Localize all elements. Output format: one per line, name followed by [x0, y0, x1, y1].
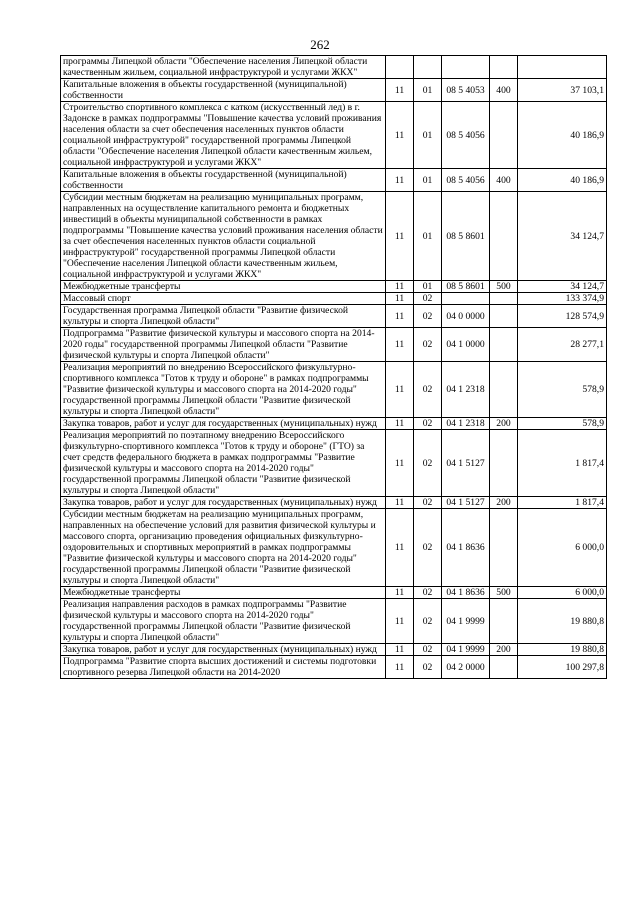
row-target: 08 5 8601 [442, 192, 490, 281]
row-name: Закупка товаров, работ и услуг для государственных (муниципальных) нужд [61, 497, 386, 509]
row-target: 08 5 8601 [442, 281, 490, 293]
row-target: 08 5 4053 [442, 79, 490, 102]
row-amount: 100 297,8 [518, 656, 607, 679]
table-row [61, 102, 607, 169]
table-row [61, 587, 607, 599]
row-subsection: 01 [414, 281, 442, 293]
row-name: Подпрограмма "Развитие физической культуры и массового спорта на 2014-2020 годы" государственной программы Липецкой области "Развитие физической культуры и спорта Липецкой области" [61, 328, 386, 362]
row-section: 11 [386, 305, 414, 328]
row-section: 11 [386, 293, 414, 305]
row-name: Реализация мероприятий по внедрению Всероссийского физкультурно-спортивного комплекса "Готов к труду и обороне" в рамках подпрограммы "Развитие физической культуры и массового спорта на 2014-2020 годы" государственной программы Липецкой области "Развитие физической культуры и спорта Липецкой области" [61, 362, 386, 418]
row-expense [490, 293, 518, 305]
row-amount: 34 124,7 [518, 281, 607, 293]
page-number: 262 [310, 37, 330, 52]
row-amount: 578,9 [518, 418, 607, 430]
table-row [61, 509, 607, 587]
row-expense: 200 [490, 418, 518, 430]
table-row [61, 656, 607, 679]
row-name: программы Липецкой области "Обеспечение населения Липецкой области качественным жильем, социальной инфраструктурой и услугами ЖКХ" [61, 56, 386, 79]
row-subsection: 02 [414, 418, 442, 430]
row-expense [490, 656, 518, 679]
row-target: 08 5 4056 [442, 169, 490, 192]
row-section: 11 [386, 328, 414, 362]
row-subsection: 02 [414, 362, 442, 418]
row-expense: 500 [490, 281, 518, 293]
row-subsection: 02 [414, 644, 442, 656]
row-name: Капитальные вложения в объекты государственной (муниципальной) собственности [61, 169, 386, 192]
row-name: Реализация направления расходов в рамках подпрограммы "Развитие физической культуры и массового спорта на 2014-2020 годы" государственной программы Липецкой области "Развитие физической культуры и спорта Липецкой области" [61, 599, 386, 644]
row-target [442, 56, 490, 79]
row-subsection: 02 [414, 599, 442, 644]
row-name: Межбюджетные трансферты [61, 281, 386, 293]
row-name: Государственная программа Липецкой области "Развитие физической культуры и спорта Липецкой области" [61, 305, 386, 328]
table-row [61, 418, 607, 430]
row-amount [518, 56, 607, 79]
table-row [61, 599, 607, 644]
row-target: 04 1 8636 [442, 509, 490, 587]
row-target: 04 1 2318 [442, 362, 490, 418]
table-row [61, 192, 607, 281]
row-target: 04 0 0000 [442, 305, 490, 328]
row-expense [490, 305, 518, 328]
row-target: 04 1 2318 [442, 418, 490, 430]
table-row [61, 56, 607, 79]
row-expense: 400 [490, 79, 518, 102]
row-subsection: 02 [414, 305, 442, 328]
table-row [61, 281, 607, 293]
row-target: 04 1 5127 [442, 430, 490, 497]
row-amount: 128 574,9 [518, 305, 607, 328]
row-amount: 19 880,8 [518, 644, 607, 656]
table-row [61, 644, 607, 656]
row-section: 11 [386, 169, 414, 192]
row-expense [490, 192, 518, 281]
row-target: 08 5 4056 [442, 102, 490, 169]
row-subsection: 02 [414, 587, 442, 599]
table-row [61, 362, 607, 418]
row-target: 04 2 0000 [442, 656, 490, 679]
row-subsection: 02 [414, 509, 442, 587]
row-section: 11 [386, 644, 414, 656]
table-row [61, 79, 607, 102]
row-amount: 6 000,0 [518, 587, 607, 599]
row-subsection: 02 [414, 430, 442, 497]
row-subsection: 01 [414, 79, 442, 102]
row-name: Массовый спорт [61, 293, 386, 305]
row-amount: 34 124,7 [518, 192, 607, 281]
row-target: 04 1 5127 [442, 497, 490, 509]
table-row [61, 293, 607, 305]
row-target: 04 1 9999 [442, 599, 490, 644]
row-section: 11 [386, 656, 414, 679]
row-subsection: 02 [414, 293, 442, 305]
row-target: 04 1 9999 [442, 644, 490, 656]
row-name: Подпрограмма "Развитие спорта высших достижений и системы подготовки спортивного резерва Липецкой области на 2014-2020 [61, 656, 386, 679]
table-row [61, 169, 607, 192]
budget-table-body [61, 56, 607, 679]
row-name: Капитальные вложения в объекты государственной (муниципальной) собственности [61, 79, 386, 102]
row-name: Строительство спортивного комплекса с катком (искусственный лед) в г. Задонске в рамках подпрограммы "Повышение качества условий проживания населения области за счет обеспечения населенных пунктов области социальной инфраструктурой" государственной программы Липецкой области "Обеспечение населения Липецкой области качественным жильем, социальной инфраструктурой и услугами ЖКХ" [61, 102, 386, 169]
row-name: Закупка товаров, работ и услуг для государственных (муниципальных) нужд [61, 418, 386, 430]
row-expense [490, 509, 518, 587]
row-target: 04 1 8636 [442, 587, 490, 599]
row-subsection: 01 [414, 169, 442, 192]
table-row [61, 328, 607, 362]
row-expense [490, 362, 518, 418]
row-section: 11 [386, 192, 414, 281]
row-section: 11 [386, 362, 414, 418]
row-amount: 40 186,9 [518, 102, 607, 169]
table-row [61, 305, 607, 328]
row-subsection: 02 [414, 656, 442, 679]
table-row [61, 497, 607, 509]
row-subsection: 01 [414, 192, 442, 281]
row-section [386, 56, 414, 79]
row-subsection: 02 [414, 497, 442, 509]
row-section: 11 [386, 79, 414, 102]
row-expense [490, 430, 518, 497]
row-subsection [414, 56, 442, 79]
row-expense [490, 328, 518, 362]
row-amount: 1 817,4 [518, 497, 607, 509]
row-expense [490, 599, 518, 644]
row-expense: 500 [490, 587, 518, 599]
row-name: Реализация мероприятий по поэтапному внедрению Всероссийского физкультурно-спортивного комплекса "Готов к труду и обороне" (ГТО) за счет средств федерального бюджета в рамках подпрограммы "Развитие физической культуры и массового спорта на 2014-2020 годы" государственной программы Липецкой области "Развитие физической культуры и спорта Липецкой области" [61, 430, 386, 497]
row-expense: 400 [490, 169, 518, 192]
row-section: 11 [386, 281, 414, 293]
row-amount: 133 374,9 [518, 293, 607, 305]
row-amount: 578,9 [518, 362, 607, 418]
row-section: 11 [386, 418, 414, 430]
row-name: Межбюджетные трансферты [61, 587, 386, 599]
row-subsection: 02 [414, 328, 442, 362]
row-amount: 40 186,9 [518, 169, 607, 192]
row-target: 04 1 0000 [442, 328, 490, 362]
row-amount: 1 817,4 [518, 430, 607, 497]
row-amount: 6 000,0 [518, 509, 607, 587]
row-expense [490, 56, 518, 79]
row-amount: 19 880,8 [518, 599, 607, 644]
row-target [442, 293, 490, 305]
row-name: Субсидии местным бюджетам на реализацию муниципальных программ, направленных на обеспечение условий для развития физической культуры и массового спорта, организацию проведения официальных физкультурно-оздоровительных и спортивных мероприятий в рамках подпрограммы "Развитие физической культуры и массового спорта на 2014-2020 годы" государственной программы Липецкой области "Развитие физической культуры и спорта Липецкой области" [61, 509, 386, 587]
row-amount: 37 103,1 [518, 79, 607, 102]
row-expense: 200 [490, 497, 518, 509]
row-section: 11 [386, 587, 414, 599]
row-subsection: 01 [414, 102, 442, 169]
row-amount: 28 277,1 [518, 328, 607, 362]
row-section: 11 [386, 430, 414, 497]
table-row [61, 430, 607, 497]
row-section: 11 [386, 599, 414, 644]
row-section: 11 [386, 497, 414, 509]
row-section: 11 [386, 509, 414, 587]
row-expense [490, 102, 518, 169]
row-section: 11 [386, 102, 414, 169]
row-name: Закупка товаров, работ и услуг для государственных (муниципальных) нужд [61, 644, 386, 656]
row-expense: 200 [490, 644, 518, 656]
budget-table [60, 55, 607, 679]
row-name: Субсидии местным бюджетам на реализацию муниципальных программ, направленных на осуществление капитального ремонта и бюджетных инвестиций в объекты муниципальной собственности в рамках подпрограммы "Повышение качества условий проживания населения области за счет обеспечения населенных пунктов области социальной инфраструктурой" государственной программы Липецкой области "Обеспечение населения Липецкой области качественным жильем, социальной инфраструктурой и услугами ЖКХ" [61, 192, 386, 281]
